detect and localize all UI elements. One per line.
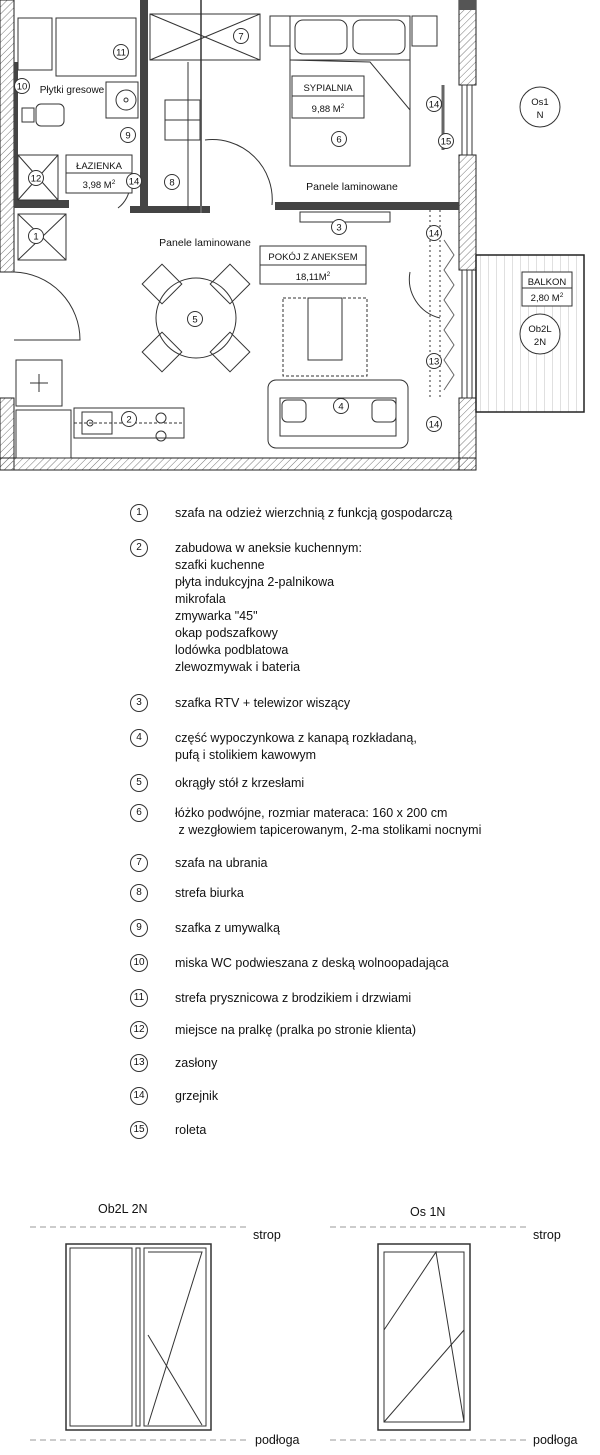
bedroom-area-unit-exponent: 2 — [340, 103, 345, 110]
legend-number: 2 — [130, 539, 148, 557]
legend-number: 6 — [130, 804, 148, 822]
legend-number: 3 — [130, 694, 148, 712]
plan-marker-13: 13 — [428, 356, 440, 368]
floor-plan — [0, 0, 600, 475]
legend-text: grzejnik — [175, 1089, 219, 1103]
bedroom-name: SYPIALNIA — [303, 83, 353, 94]
legend-number: 15 — [130, 1121, 148, 1139]
legend-text: roleta — [175, 1123, 207, 1137]
legend-number: 14 — [130, 1087, 148, 1105]
legend-text: część wypoczynkowa z kanapą rozkładaną, pufą i stolikiem kawowym — [175, 731, 417, 762]
legend-number: 1 — [130, 504, 148, 522]
window-elevations — [0, 1200, 600, 1450]
balcony-area-value: 2,80 M — [530, 293, 560, 304]
plan-marker-10: 10 — [16, 81, 28, 93]
legend-number: 13 — [130, 1054, 148, 1072]
tv-stand — [300, 212, 390, 222]
legend-text: miejsce na pralkę (pralka po stronie klienta) — [175, 1023, 417, 1037]
legend-item-6 — [130, 805, 481, 839]
plan-marker-12: 12 — [30, 173, 42, 185]
plan-marker-7: 7 — [238, 31, 244, 43]
plan-marker-14: 14 — [428, 228, 440, 240]
elevation-ob2l-bottom-label: podłoga — [255, 1433, 300, 1447]
legend-item-15 — [130, 1122, 206, 1139]
plan-marker-14: 14 — [128, 176, 140, 188]
legend-text: zasłony — [175, 1056, 218, 1070]
legend-item-10 — [130, 955, 449, 972]
legend-item-5 — [130, 775, 304, 792]
elevation-ob2l-title: Ob2L 2N — [98, 1202, 148, 1216]
legend-item-4 — [130, 730, 417, 764]
bedroom-area — [312, 103, 345, 115]
bathroom-area-value: 3,98 M — [82, 180, 112, 191]
bathroom-floor: Płytki gresowe — [39, 85, 105, 96]
plan-marker-9: 9 — [125, 130, 131, 142]
plan-marker-14: 14 — [428, 419, 440, 431]
living-name: POKÓJ Z ANEKSEM — [268, 252, 358, 263]
window-tag-os1-line2: N — [536, 110, 544, 121]
kitchen-unit — [16, 360, 184, 458]
legend-item-8 — [130, 885, 244, 902]
legend-number: 12 — [130, 1021, 148, 1039]
walls — [0, 0, 476, 470]
plan-marker-8: 8 — [169, 177, 175, 189]
plan-marker-4: 4 — [338, 401, 344, 413]
legend-text: szafa na odzież wierzchnią z funkcją gospodarczą — [175, 506, 453, 520]
legend-number: 5 — [130, 774, 148, 792]
legend-number: 4 — [130, 729, 148, 747]
elevation-os1-bottom-label: podłoga — [533, 1433, 578, 1447]
legend-item-2 — [130, 540, 362, 676]
legend-item-3 — [130, 695, 350, 712]
bathroom-name: ŁAZIENKA — [76, 161, 122, 172]
legend-number: 8 — [130, 884, 148, 902]
balcony-area-unit-exponent: 2 — [559, 292, 564, 299]
legend-text: okrągły stół z krzesłami — [175, 776, 305, 790]
bedroom-area-value: 9,88 M — [311, 104, 341, 115]
legend-text: miska WC podwieszana z deską wolnoopadająca — [175, 956, 449, 970]
legend-text: szafa na ubrania — [175, 856, 268, 870]
legend-text: zabudowa w aneksie kuchennym: szafki kuchenne płyta indukcyjna 2-palnikowa mikrofala zmywarka "45" okap podszafkowy lodówka podblatowa zlewozmywak i bateria — [175, 541, 362, 674]
legend-item-1 — [130, 505, 452, 522]
sofa — [268, 298, 408, 448]
elevation-ob2l — [30, 1227, 250, 1440]
elevation-ob2l-top-label: strop — [253, 1228, 281, 1242]
desk — [165, 62, 272, 210]
elevation-os1 — [330, 1227, 530, 1440]
bathroom-area — [83, 179, 116, 191]
legend-number: 11 — [130, 989, 148, 1007]
plan-marker-11: 11 — [116, 47, 126, 59]
legend-item-12 — [130, 1022, 416, 1039]
bedroom-floor: Panele laminowane — [306, 181, 398, 193]
legend-item-9 — [130, 920, 280, 937]
legend-item-13 — [130, 1055, 217, 1072]
legend-item-14 — [130, 1088, 218, 1105]
balcony-name: BALKON — [527, 277, 567, 288]
legend-text: łóżko podwójne, rozmiar materaca: 160 x 200 cm z wezgłowiem tapicerowanym, 2-ma stolikami nocnymi — [175, 806, 482, 837]
legend-number: 9 — [130, 919, 148, 937]
legend-text: szafka z umywalką — [175, 921, 280, 935]
legend-text: strefa prysznicowa z brodzikiem i drzwiami — [175, 991, 412, 1005]
legend-item-11 — [130, 990, 411, 1007]
living-area-value: 18,11M — [295, 272, 327, 283]
plan-marker-6: 6 — [336, 134, 342, 146]
legend-item-7 — [130, 855, 267, 872]
plan-marker-5: 5 — [192, 314, 198, 326]
window-tag-ob2l-line2: 2N — [533, 337, 547, 348]
plan-marker-2: 2 — [126, 414, 132, 426]
balcony-area — [531, 292, 564, 304]
legend-number: 7 — [130, 854, 148, 872]
legend-number: 10 — [130, 954, 148, 972]
plan-marker-15: 15 — [440, 136, 452, 148]
plan-marker-3: 3 — [336, 222, 342, 234]
plan-marker-14: 14 — [428, 99, 440, 111]
legend-text: strefa biurka — [175, 886, 244, 900]
plan-marker-1: 1 — [33, 231, 39, 243]
legend-text: szafka RTV + telewizor wiszący — [175, 696, 351, 710]
elevation-os1-top-label: strop — [533, 1228, 561, 1242]
bathroom-area-unit-exponent: 2 — [111, 179, 116, 186]
window-tag-os1-line1: Os1 — [531, 97, 549, 108]
living-floor: Panele laminowane — [159, 237, 251, 249]
living-area-unit-exponent: 2 — [326, 271, 331, 278]
window-tag-ob2l-line1: Ob2L — [528, 324, 552, 335]
living-area — [296, 271, 331, 283]
elevation-os1-title: Os 1N — [410, 1205, 446, 1219]
